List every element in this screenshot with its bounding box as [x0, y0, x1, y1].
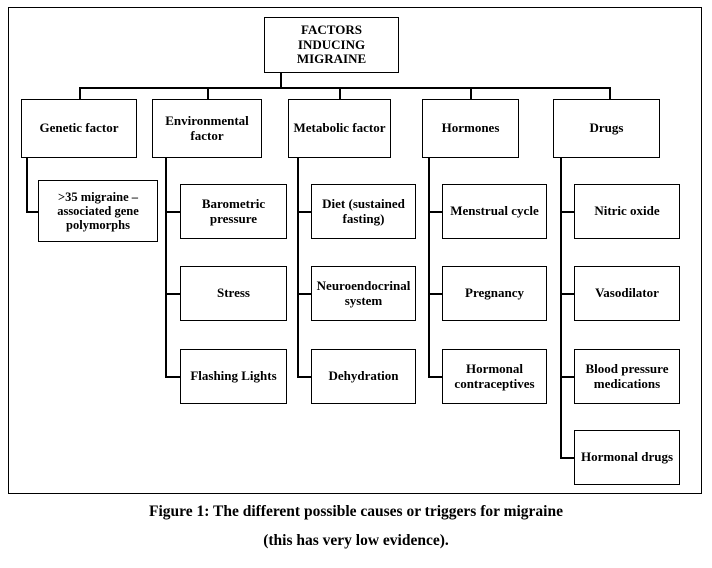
- connector-horm-2: [428, 293, 442, 295]
- node-metabolic-factor[interactable]: Metabolic factor: [288, 99, 391, 158]
- node-dehydration[interactable]: Dehydration: [311, 349, 416, 404]
- connector-met-3: [297, 376, 311, 378]
- connector-hormones-trunk: [428, 158, 430, 377]
- node-drugs[interactable]: Drugs: [553, 99, 660, 158]
- connector-drug-3: [560, 376, 574, 378]
- node-environmental-factor[interactable]: Environmental factor: [152, 99, 262, 158]
- node-genetic-polymorphs[interactable]: >35 migraine – associated gene polymorphs: [38, 180, 158, 242]
- connector-drop-drugs: [609, 87, 611, 99]
- connector-drop-environmental: [207, 87, 209, 99]
- figure-caption-line2: (this has very low evidence).: [263, 532, 449, 549]
- connector-env-3: [165, 376, 180, 378]
- node-hormones[interactable]: Hormones: [422, 99, 519, 158]
- connector-horm-1: [428, 211, 442, 213]
- node-nitric-oxide[interactable]: Nitric oxide: [574, 184, 680, 239]
- node-flashing-lights[interactable]: Flashing Lights: [180, 349, 287, 404]
- connector-drug-2: [560, 293, 574, 295]
- node-menstrual-cycle[interactable]: Menstrual cycle: [442, 184, 547, 239]
- connector-drop-genetic: [79, 87, 81, 99]
- node-stress[interactable]: Stress: [180, 266, 287, 321]
- connector-drop-metabolic: [339, 87, 341, 99]
- node-pregnancy[interactable]: Pregnancy: [442, 266, 547, 321]
- connector-env-1: [165, 211, 180, 213]
- node-hormonal-drugs[interactable]: Hormonal drugs: [574, 430, 680, 485]
- node-barometric-pressure[interactable]: Barometric pressure: [180, 184, 287, 239]
- connector-drug-4: [560, 457, 574, 459]
- connector-level1-bus: [79, 87, 609, 89]
- node-hormonal-contraceptives[interactable]: Hormonal contraceptives: [442, 349, 547, 404]
- node-neuroendocrinal-system[interactable]: Neuroendocrinal system: [311, 266, 416, 321]
- node-diet-fasting[interactable]: Diet (sustained fasting): [311, 184, 416, 239]
- connector-drug-1: [560, 211, 574, 213]
- connector-root-down: [280, 73, 282, 88]
- connector-genetic-1: [26, 211, 38, 213]
- connector-genetic-trunk: [26, 158, 28, 212]
- diagram-frame: [8, 7, 702, 494]
- connector-metabolic-trunk: [297, 158, 299, 377]
- connector-drugs-trunk: [560, 158, 562, 458]
- node-genetic-factor[interactable]: Genetic factor: [21, 99, 137, 158]
- node-blood-pressure-medications[interactable]: Blood pressure medications: [574, 349, 680, 404]
- connector-horm-3: [428, 376, 442, 378]
- connector-met-1: [297, 211, 311, 213]
- connector-environmental-trunk: [165, 158, 167, 377]
- connector-met-2: [297, 293, 311, 295]
- connector-env-2: [165, 293, 180, 295]
- node-vasodilator[interactable]: Vasodilator: [574, 266, 680, 321]
- node-root[interactable]: FACTORS INDUCING MIGRAINE: [264, 17, 399, 73]
- figure-caption-line1: Figure 1: The different possible causes or triggers for migraine: [148, 503, 563, 520]
- connector-drop-hormones: [470, 87, 472, 99]
